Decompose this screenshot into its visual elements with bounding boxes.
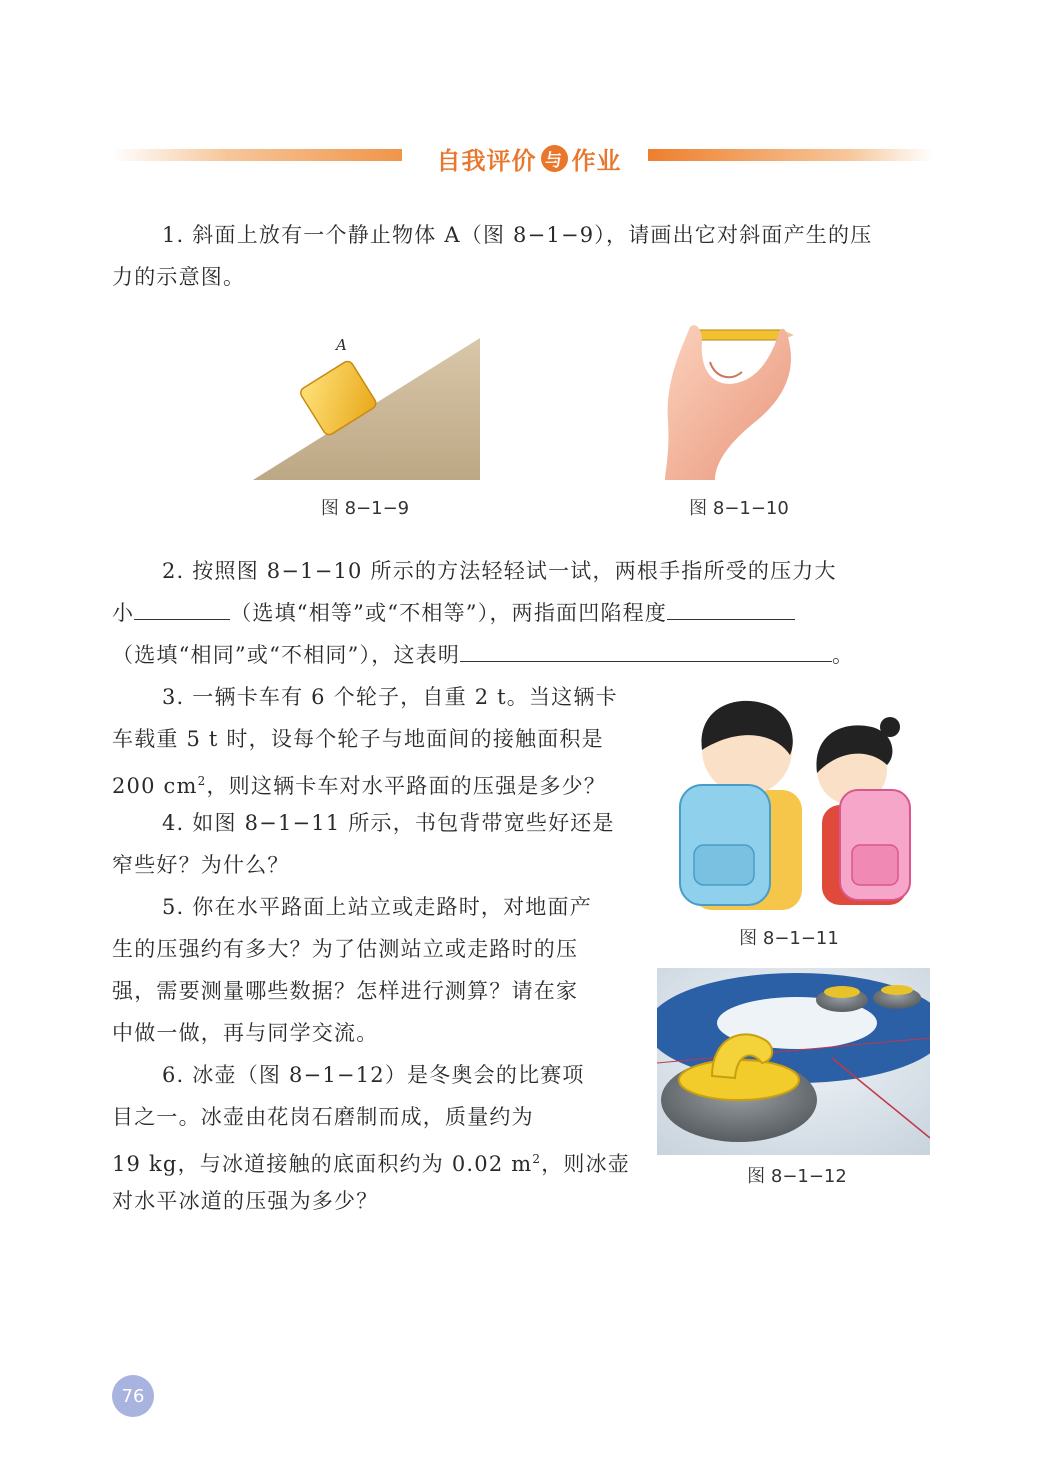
question-3-line-3: 200 $cm^2$，则这辆卡车对水平路面的压强是多少？ <box>112 774 607 798</box>
question-6-line-4: 对水平冰道的压强为多少？ <box>112 1189 379 1213</box>
figure-curling-stones <box>657 968 930 1155</box>
section-title-right: 作业 <box>571 146 622 175</box>
question-1-line-1: 1. 斜面上放有一个静止物体 A（图 8−1−9），请画出它对斜面产生的压 <box>162 223 873 247</box>
question-5-line-4: 中做一做，再与同学交流。 <box>112 1021 379 1045</box>
figure-9-caption: 图 8−1−9 <box>320 498 410 519</box>
header-decor-left <box>112 149 402 161</box>
hand-shape <box>665 325 791 480</box>
page-number: 76 <box>112 1375 154 1417</box>
question-6-line-1: 6. 冰壶（图 8−1−12）是冬奥会的比赛项 <box>162 1063 585 1087</box>
question-2-line-3: （选填“相同”或“不相同”），这表明 。 <box>112 634 932 676</box>
answer-blank-1[interactable] <box>134 593 230 620</box>
figure-incline-block <box>250 330 485 482</box>
question-5-line-2: 生的压强约有多大？为了估测站立或走路时的压 <box>112 937 579 961</box>
question-1-line-2: 力的示意图。 <box>112 265 246 289</box>
answer-blank-2[interactable] <box>667 593 795 620</box>
figure-hand-pencil <box>660 322 805 482</box>
figure-children-backpacks <box>672 695 922 915</box>
section-title-circle: 与 <box>541 145 568 172</box>
question-2-line-1: 2. 按照图 8−1−10 所示的方法轻轻试一试，两根手指所受的压力大 <box>162 559 837 583</box>
block-label: A <box>336 336 347 354</box>
answer-blank-3[interactable] <box>460 635 832 662</box>
question-2-line-2: 小 （选填“相等”或“不相等”），两指面凹陷程度 <box>112 592 932 634</box>
question-6-line-2: 目之一。冰壶由花岗石磨制而成，质量约为 <box>112 1105 534 1129</box>
question-4-line-1: 4. 如图 8−1−11 所示，书包背带宽些好还是 <box>162 811 615 835</box>
section-title <box>418 138 640 178</box>
figure-11-caption: 图 8−1−11 <box>739 928 839 949</box>
question-3-line-1: 3. 一辆卡车有 6 个轮子，自重 2 t。当这辆卡 <box>162 685 618 709</box>
question-6-line-3: 19 kg，与冰道接触的底面积约为 0.02 $m^2$，则冰壶 <box>112 1152 631 1176</box>
header-decor-right <box>648 149 933 161</box>
figure-10-caption: 图 8−1−10 <box>689 498 789 519</box>
question-5-line-1: 5. 你在水平路面上站立或走路时，对地面产 <box>162 895 592 919</box>
section-title-left: 自我评价 <box>436 146 537 175</box>
pencil-body <box>700 330 782 340</box>
question-3-line-2: 车载重 5 t 时，设每个轮子与地面间的接触面积是 <box>112 727 604 751</box>
question-4-line-2: 窄些好？为什么？ <box>112 853 290 877</box>
question-5-line-3: 强，需要测量哪些数据？怎样进行测算？请在家 <box>112 979 579 1003</box>
figure-12-caption: 图 8−1−12 <box>747 1166 847 1187</box>
